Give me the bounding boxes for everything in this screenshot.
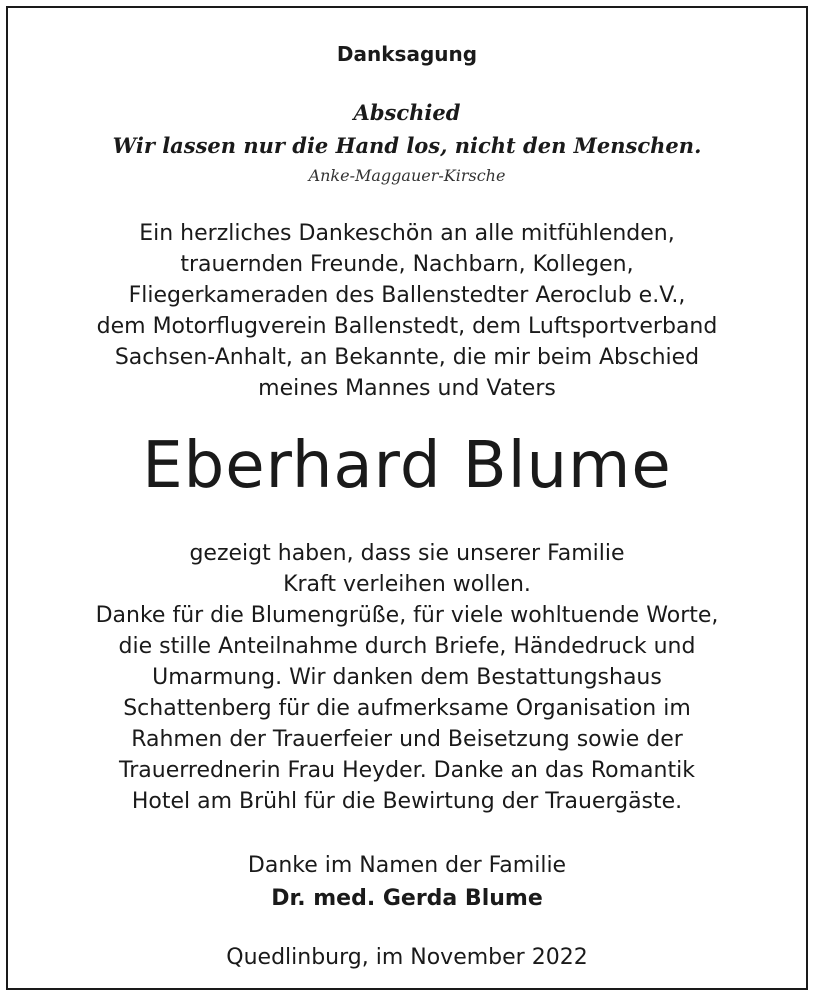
body-line: Danke für die Blumengrüße, für viele wohltuende Worte, bbox=[95, 603, 719, 628]
signer-name: Dr. med. Gerda Blume bbox=[271, 886, 543, 911]
quote-title: Abschied bbox=[353, 100, 461, 125]
deceased-name: Eberhard Blume bbox=[142, 429, 672, 503]
body-line: die stille Anteilnahme durch Briefe, Händedruck und bbox=[118, 634, 696, 659]
intro-line: dem Motorflugverein Ballenstedt, dem Luftsportverband bbox=[96, 314, 718, 339]
body-line: Rahmen der Trauerfeier und Beisetzung sowie der bbox=[131, 727, 683, 752]
intro-line: Ein herzliches Dankeschön an alle mitfühlenden, bbox=[139, 221, 675, 246]
intro-line: meines Mannes und Vaters bbox=[258, 376, 556, 401]
intro-line: Fliegerkameraden des Ballenstedter Aeroclub e.V., bbox=[128, 283, 686, 308]
place-date: Quedlinburg, im November 2022 bbox=[226, 945, 588, 970]
body-paragraph bbox=[8, 600, 806, 817]
intro-line: Sachsen-Anhalt, an Bekannte, die mir beim Abschied bbox=[114, 345, 700, 370]
body-line: Schattenberg für die aufmerksame Organisation im bbox=[123, 696, 691, 721]
body-line: Umarmung. Wir danken dem Bestattungshaus bbox=[152, 665, 662, 690]
quote-text: Wir lassen nur die Hand los, nicht den Menschen. bbox=[112, 133, 702, 158]
middle-paragraph bbox=[8, 538, 806, 600]
closing-line: Danke im Namen der Familie bbox=[247, 853, 567, 878]
middle-line: gezeigt haben, dass sie unserer Familie bbox=[189, 541, 625, 566]
notice-heading: Danksagung bbox=[336, 42, 478, 66]
quote-author: Anke-Maggauer-Kirsche bbox=[308, 166, 506, 185]
body-line: Hotel am Brühl für die Bewirtung der Trauergäste. bbox=[131, 789, 683, 814]
obituary-thank-you-notice bbox=[6, 6, 808, 990]
middle-line: Kraft verleihen wollen. bbox=[283, 572, 531, 597]
body-line: Trauerrednerin Frau Heyder. Danke an das Romantik bbox=[119, 758, 695, 783]
intro-line: trauernden Freunde, Nachbarn, Kollegen, bbox=[180, 252, 634, 277]
intro-paragraph bbox=[8, 218, 806, 404]
